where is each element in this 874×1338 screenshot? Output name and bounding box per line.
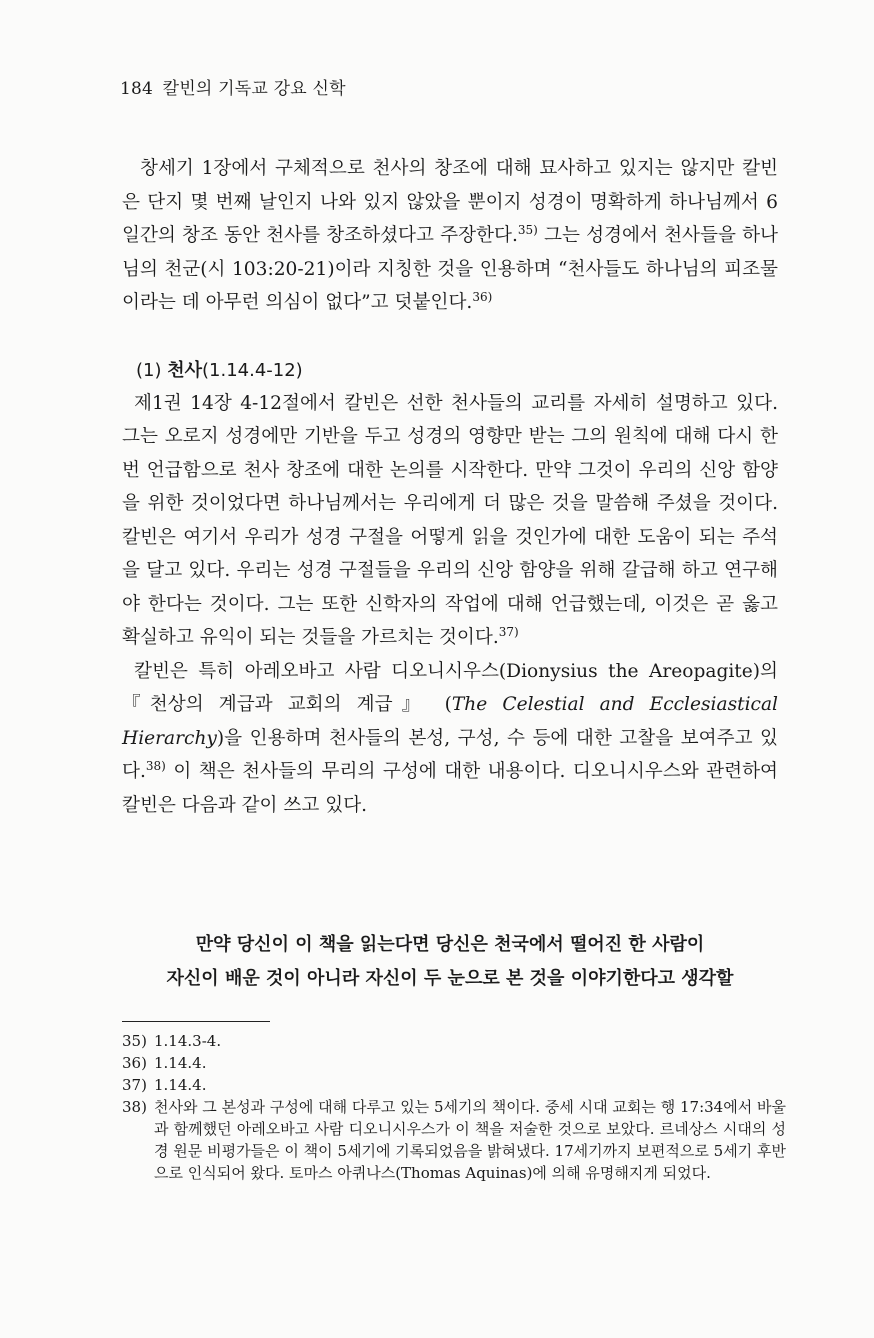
footnote-text: 1.14.4. [154, 1054, 207, 1072]
quote-line-1: 만약 당신이 이 책을 읽는다면 당신은 천국에서 떨어진 한 사람이 [195, 934, 705, 955]
footnote-ref-36: 36) [472, 290, 493, 304]
footnote-36 [122, 1052, 786, 1074]
footnote-text: 1.14.3-4. [154, 1032, 222, 1050]
page-number: 184 [120, 79, 154, 99]
book-title: 칼빈의 기독교 강요 신학 [162, 79, 346, 99]
paragraph-3 [122, 655, 778, 823]
footnote-ref-37: 37) [498, 625, 519, 639]
quote-line-2: 자신이 배운 것이 아니라 자신이 두 눈으로 본 것을 이야기한다고 생각할 [166, 968, 734, 989]
paragraph-3-text-c: 이 책은 천사들의 무리의 구성에 대한 내용이다. 디오니시우스와 관련하여 칼빈은 다음과 같이 쓰고 있다. [122, 761, 778, 816]
footnote-number: 38) [122, 1098, 147, 1116]
footnote-divider [122, 1021, 270, 1022]
footnote-ref-38: 38) [145, 759, 166, 773]
section-title: 천사 [167, 359, 202, 381]
book-title-english: The Celestial and Ecclesiastical Hierarchy [122, 694, 778, 749]
footnote-text: 천사와 그 본성과 구성에 대해 다루고 있는 5세기의 책이다. 중세 시대 교회는 행 17:34에서 바울과 함께했던 아레오바고 사람 디오니시우스가 이 책을 저술한 것으로 보았다. 르네상스 시대의 성경 원문 비평가들은 이 책이 5세기에 기록되었음을 밝혀냈다. 17세기까지 보편적으로 5세기 후반으로 인식되어 왔다. 토마스 아퀴나스(Thomas Aquinas)에 의해 유명해지게 되었다. [154, 1098, 786, 1182]
footnote-38 [122, 1096, 786, 1184]
paragraph-3-text-b: )을 인용하며 천사들의 본성, 구성, 수 등에 대한 고찰을 보여주고 있다. [122, 727, 778, 782]
paragraph-3-text-a: 칼빈은 특히 아레오바고 사람 디오니시우스(Dionysius the Areopagite)의 『천상의 계급과 교회의 계급』 ( [122, 660, 778, 715]
footnotes [122, 1030, 786, 1184]
section-reference: (1.14.4-12) [202, 359, 303, 381]
paragraph-1-text-b: 그는 성경에서 천사들을 하나님의 천군(시 103:20-21)이라 지칭한 것을 인용하며 “천사들도 하나님의 피조물이라는 데 아무런 의심이 없다”고 덧붙인다. [122, 225, 778, 313]
footnote-ref-35: 35) [517, 223, 538, 237]
block-quote [150, 928, 750, 996]
section-number: (1) [136, 359, 168, 381]
paragraph-2 [122, 387, 778, 655]
paragraph-1 [122, 152, 778, 320]
footnote-37 [122, 1074, 786, 1096]
footnote-number: 36) [122, 1054, 147, 1072]
section-heading [136, 354, 778, 387]
running-header [120, 74, 346, 99]
paragraph-2-text: 제1권 14장 4-12절에서 칼빈은 선한 천사들의 교리를 자세히 설명하고 있다. 그는 오로지 성경에만 기반을 두고 성경의 영향만 받는 그의 원칙에 대해 다시 한번 언급함으로 천사 창조에 대한 논의를 시작한다. 만약 그것이 우리의 신앙 함양을 위한 것이었다면 하나님께서는 우리에게 더 많은 것을 말씀해 주셨을 것이다. 칼빈은 여기서 우리가 성경 구절을 어떻게 읽을 것인가에 대한 도움이 되는 주석을 달고 있다. 우리는 성경 구절들을 우리의 신앙 함양을 위해 갈급해 하고 연구해야 한다는 것이다. 그는 또한 신학자의 작업에 대해 언급했는데, 이것은 곧 옳고 확실하고 유익이 되는 것들을 가르치는 것이다. [122, 392, 778, 648]
footnote-number: 35) [122, 1032, 147, 1050]
footnote-text: 1.14.4. [154, 1076, 207, 1094]
footnote-number: 37) [122, 1076, 147, 1094]
body-text [122, 152, 778, 822]
paragraph-1-text: 창세기 1장에서 구체적으로 천사의 창조에 대해 묘사하고 있지는 않지만 칼빈은 단지 몇 번째 날인지 나와 있지 않았을 뿐이지 성경이 명확하게 하나님께서 6일간의 창조 동안 천사를 창조하셨다고 주장한다. [122, 158, 778, 246]
footnote-35 [122, 1030, 786, 1052]
